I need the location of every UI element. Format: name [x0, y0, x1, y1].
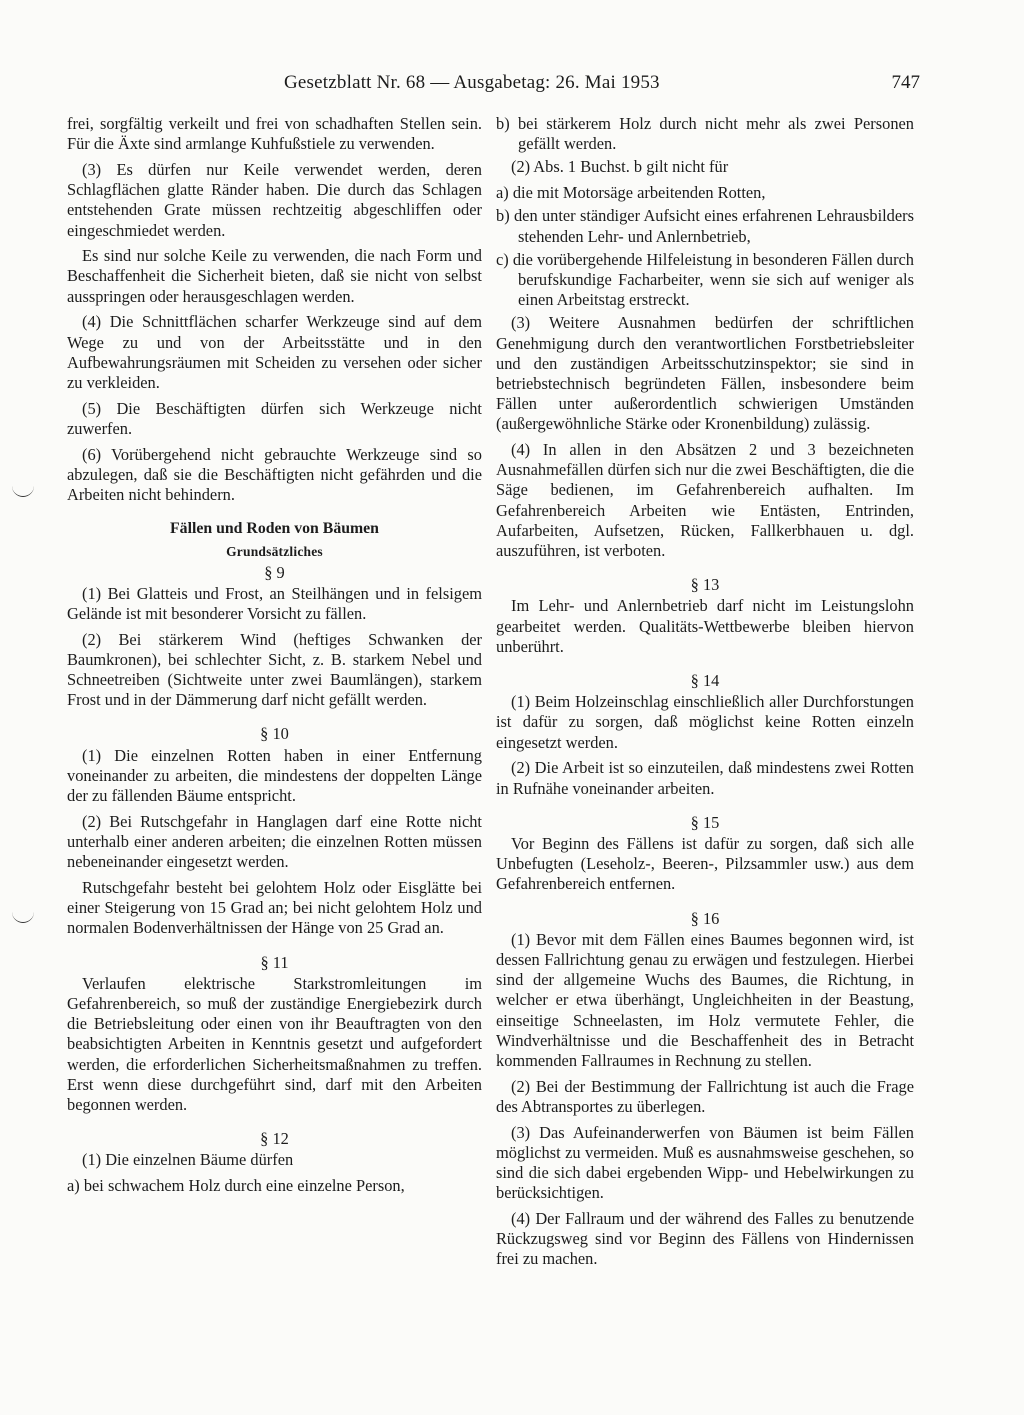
list-item: a) die mit Motorsäge arbeitenden Rotten,	[496, 183, 766, 203]
paragraph: (2) Bei der Bestimmung der Fallrichtung ist auch die Frage des Abtransportes zu überlegen.	[496, 1076, 914, 1116]
list-item: b) den unter ständiger Aufsicht eines erfahrenen Lehrausbilders stehenden Lehr- und Anlernbetrieb,	[496, 206, 914, 246]
gazette-title: Gesetzblatt Nr. 68 — Ausgabetag: 26. Mai 1953	[284, 72, 660, 93]
section-heading: Fällen und Roden von Bäumen	[170, 520, 379, 538]
section-number: § 13	[690, 575, 720, 595]
right-column	[496, 114, 914, 1275]
paragraph: (1) Die einzelnen Bäume dürfen	[82, 1150, 294, 1170]
paragraph: (2) Abs. 1 Buchst. b gilt nicht für	[511, 157, 729, 177]
paragraph: Vor Beginn des Fällens ist dafür zu sorgen, daß sich alle Unbefugten (Leseholz-, Beeren-, Pilzsammler usw.) aus dem Gefahrenbereich entfernen.	[496, 834, 914, 894]
paragraph: (1) Beim Holzeinschlag einschließlich aller Durchforstungen ist dafür zu sorgen, daß möglichst keine Rotten einzeln eingesetzt werden.	[496, 692, 914, 752]
list-item: a) bei schwachem Holz durch eine einzelne Person,	[67, 1176, 405, 1196]
section-number: § 10	[260, 724, 289, 744]
page-header	[62, 72, 920, 102]
list-item: b) bei stärkerem Holz durch nicht mehr als zwei Personen gefällt werden.	[496, 114, 914, 154]
paragraph: (1) Die einzelnen Rotten haben in einer Entfernung voneinander zu arbeiten, die mindestens der doppelten Länge der zu fällenden Bäume entspricht.	[67, 745, 482, 806]
paragraph: (2) Bei stärkerem Wind (heftiges Schwanken der Baumkronen), bei schlechter Sicht, z. B. starkem Nebel und Schneetreiben (Sichtweite unter zwei Baumlängen), starkem Frost und in der Dämmerung darf nicht gefällt werden.	[67, 629, 482, 710]
paragraph: (3) Es dürfen nur Keile verwendet werden, deren Schlagflächen glatte Ränder haben. Die durch das Schlagen entstehenden Grate müssen rechtzeitig abgeschliffen oder eingeschmiedet werden.	[67, 159, 482, 240]
margin-mark	[12, 912, 34, 923]
section-number: § 9	[264, 562, 285, 582]
paragraph: (3) Das Aufeinanderwerfen von Bäumen ist beim Fällen möglichst zu vermeiden. Muß es ausnahmsweise geschehen, so sind die sich dabei ergebenden Wipp- und Hebelwirkungen zu berücksichtigen.	[496, 1122, 914, 1203]
left-column	[67, 114, 482, 1199]
paragraph: (4) Die Schnittflächen scharfer Werkzeuge sind auf dem Wege zu und von der Arbeitsstätte und in den Aufbewahrungsräumen mit Scheiden zu versehen oder sicher zu verkleiden.	[67, 312, 482, 392]
paragraph: (1) Bei Glatteis und Frost, an Steilhängen und in felsigem Gelände ist mit besonderer Vorsicht zu fällen.	[67, 583, 482, 623]
paragraph: (4) In allen in den Absätzen 2 und 3 bezeichneten Ausnahmefällen dürfen sich nur die zwei Beschäftigten, die die Säge bedienen, im Gefahrenbereich aufhalten. Im Gefahrenbereich Arbeiten wie Entästen, Entrinden, Aufarbeiten, Aufsetzen, Rücken, Fallkerbhauen u. dgl. auszuführen, ist verboten.	[496, 440, 914, 561]
paragraph: (3) Weitere Ausnahmen bedürfen der schriftlichen Genehmigung durch den verantwortlichen Forstbetriebsleiter und den zuständigen Arbeitsschutzinspektor; sie sind in betriebstechnisch begründeten Fällen, insbesondere beim Fällen unter außerordentlich schwierigen Umständen (außergewöhnliche Stärke oder Kronenbildung) zulässig.	[496, 313, 914, 434]
margin-mark	[12, 486, 34, 497]
paragraph: (6) Vorübergehend nicht gebrauchte Werkzeuge sind so abzulegen, daß sie die Beschäftigten nicht gefährden und die Arbeiten nicht behindern.	[67, 444, 482, 504]
paragraph: (2) Bei Rutschgefahr in Hanglagen darf eine Rotte nicht unterhalb einer anderen arbeiten; die einzelnen Rotten müssen nebeneinander eingesetzt werden.	[67, 811, 482, 872]
section-number: § 15	[690, 812, 720, 832]
paragraph: frei, sorgfältig verkeilt und frei von schadhaften Stellen sein. Für die Äxte sind armlange Kuhfußstiele zu verwenden.	[67, 114, 482, 154]
paragraph: (4) Der Fallraum und der während des Falles zu benutzende Rückzugsweg sind vor Beginn des Fällens von Hindernissen frei zu machen.	[496, 1208, 914, 1269]
section-number: § 14	[690, 671, 720, 691]
section-number: § 12	[260, 1129, 289, 1149]
paragraph: Rutschgefahr besteht bei gelohtem Holz oder Eisglätte bei einer Steigerung von 15 Grad an; bei nicht gelohtem Holz und normalen Bodenverhältnissen der Hänge von 25 Grad an.	[67, 877, 482, 938]
paragraph: Im Lehr- und Anlernbetrieb darf nicht im Leistungslohn gearbeitet werden. Qualitäts-Wettbewerbe bleiben hiervon unberührt.	[496, 596, 914, 656]
page-number: 747	[891, 72, 920, 93]
section-number: § 11	[260, 952, 289, 972]
paragraph: (1) Bevor mit dem Fällen eines Baumes begonnen wird, ist dessen Fallrichtung genau zu erwägen und festzulegen. Hierbei sind der allgemeine Wuchs des Baumes, die Richtung, in welcher er etwa überhängt, Ungleichheiten in der Beastung, einseitige Schneelasten, im Holz vermutete Fehler, die Windverhältnisse und die Beschaffenheit des in Betracht kommenden Fallraumes in Rechnung zu stellen.	[496, 929, 914, 1071]
section-subheading: Grundsätzliches	[226, 544, 323, 560]
paragraph: Verlaufen elektrische Starkstromleitungen im Gefahrenbereich, so muß der zuständige Energiebezirk durch die Betriebsleitung oder einen von ihr Beauftragten von den beabsichtigten Arbeiten in Kenntnis gesetzt und aufgefordert werden, die erforderlichen Sicherheitsmaßnahmen zu treffen. Erst wenn diese durchgeführt sind, darf mit den Arbeiten begonnen werden.	[67, 973, 482, 1114]
list-item: c) die vorübergehende Hilfeleistung in besonderen Fällen durch berufskundige Facharbeiter, wenn sie sich auf weniger als einen Arbeitstag erstreckt.	[496, 249, 914, 310]
paragraph: (2) Die Arbeit ist so einzuteilen, daß mindestens zwei Rotten in Rufnähe voneinander arbeiten.	[496, 758, 914, 798]
section-number: § 16	[690, 908, 720, 928]
paragraph: Es sind nur solche Keile zu verwenden, die nach Form und Beschaffenheit die Sicherheit bieten, daß sie nicht von selbst ausspringen oder herausgeschlagen werden.	[67, 246, 482, 306]
paragraph: (5) Die Beschäftigten dürfen sich Werkzeuge nicht zuwerfen.	[67, 398, 482, 438]
